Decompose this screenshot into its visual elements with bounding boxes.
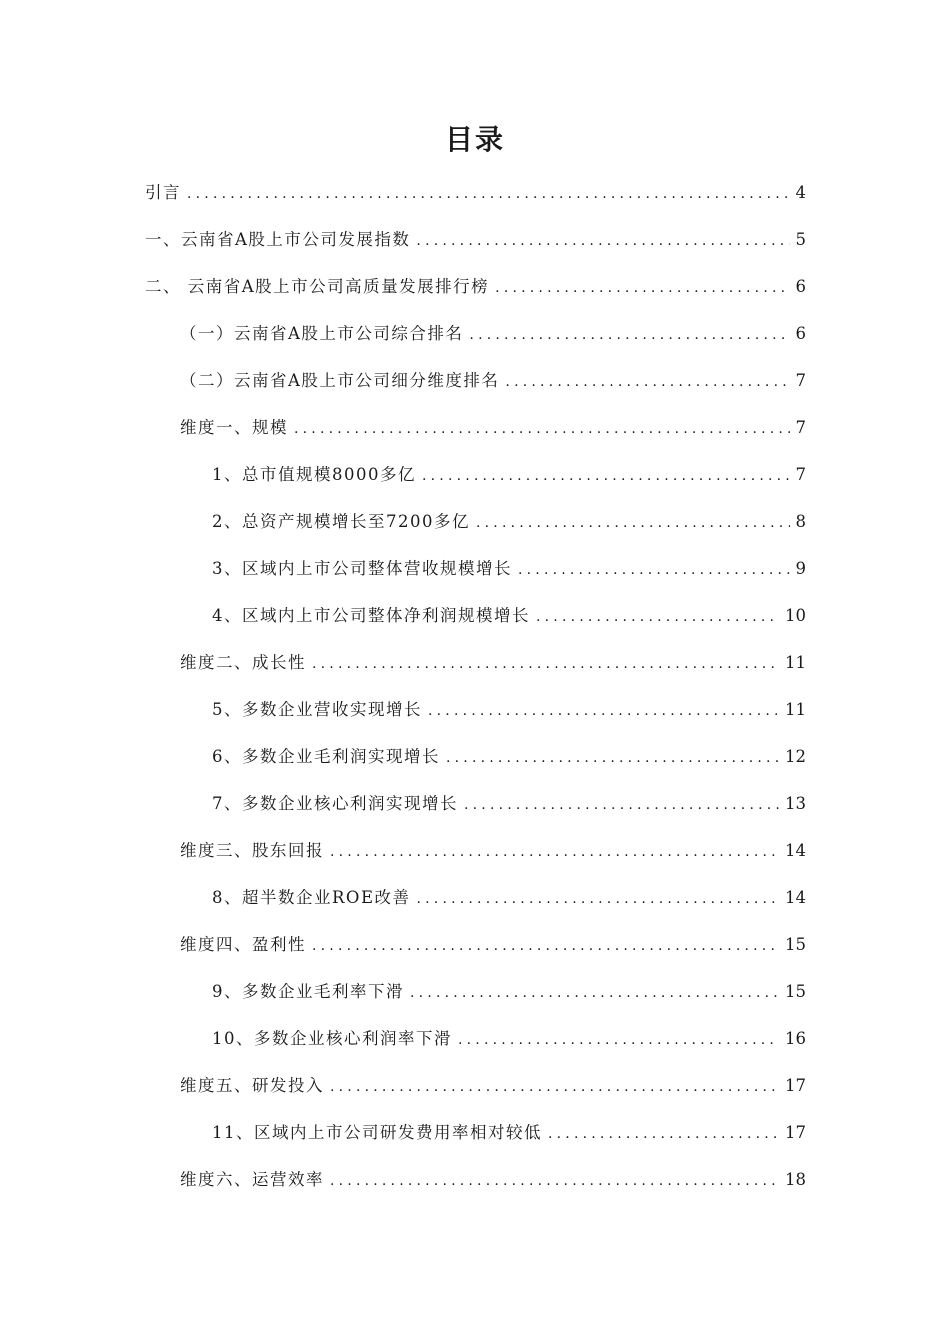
toc-entry-page: 13 <box>785 794 806 813</box>
toc-dot-leader <box>505 367 789 397</box>
toc-dot-leader <box>417 884 780 914</box>
toc-dot-leader <box>330 1072 779 1102</box>
toc-entry-page: 7 <box>795 371 806 390</box>
toc-entry-label: 维度二、成长性 <box>180 653 306 672</box>
toc-entry[interactable] <box>0 272 950 319</box>
toc-entry-page: 6 <box>795 324 806 343</box>
toc-entry-label: 一、云南省A股上市公司发展指数 <box>145 230 411 249</box>
toc-entry[interactable] <box>0 1165 950 1212</box>
toc-entry[interactable] <box>0 366 950 413</box>
toc-entry-label: 2、总资产规模增长至7200多亿 <box>212 512 470 531</box>
toc-entry-page: 14 <box>785 841 806 860</box>
toc-dot-leader <box>495 273 789 303</box>
toc-entry[interactable] <box>0 178 950 225</box>
toc-entry-page: 5 <box>795 230 806 249</box>
toc-entry-label: 维度六、运营效率 <box>180 1170 324 1189</box>
toc-dot-leader <box>416 226 789 256</box>
toc-entry[interactable] <box>0 460 950 507</box>
toc-entry-page: 9 <box>795 559 806 578</box>
toc-entry-page: 7 <box>795 465 806 484</box>
toc-entry-label: 3、区域内上市公司整体营收规模增长 <box>212 559 512 578</box>
toc-entry-label: 11、区域内上市公司研发费用率相对较低 <box>212 1123 542 1142</box>
toc-entry-page: 15 <box>785 935 806 954</box>
toc-entry-page: 6 <box>795 277 806 296</box>
toc-dot-leader <box>476 508 790 538</box>
toc-entry-label: （二）云南省A股上市公司细分维度排名 <box>180 371 500 390</box>
toc-dot-leader <box>422 461 790 491</box>
toc-entry[interactable] <box>0 601 950 648</box>
toc-entry-page: 17 <box>785 1123 806 1142</box>
toc-dot-leader <box>187 179 790 209</box>
toc-dot-leader <box>458 1025 779 1055</box>
toc-entry-label: 10、多数企业核心利润率下滑 <box>212 1029 452 1048</box>
toc-entry[interactable] <box>0 742 950 789</box>
toc-dot-leader <box>536 602 779 632</box>
toc-entry[interactable] <box>0 977 950 1024</box>
toc-dot-leader <box>312 931 779 961</box>
toc-entry-page: 17 <box>785 1076 806 1095</box>
toc-entry-label: 引言 <box>145 183 181 202</box>
toc-dot-leader <box>330 1166 779 1196</box>
toc-entry[interactable] <box>0 319 950 366</box>
toc-dot-leader <box>464 790 779 820</box>
toc-entry-page: 16 <box>785 1029 806 1048</box>
toc-entry-page: 10 <box>785 606 806 625</box>
toc-entry[interactable] <box>0 648 950 695</box>
toc-entry-label: 1、总市值规模8000多亿 <box>212 465 416 484</box>
toc-entry[interactable] <box>0 930 950 977</box>
toc-entry[interactable] <box>0 695 950 742</box>
toc-dot-leader <box>446 743 779 773</box>
toc-entry[interactable] <box>0 1071 950 1118</box>
toc-entry-label: （一）云南省A股上市公司综合排名 <box>180 324 464 343</box>
toc-entry[interactable] <box>0 225 950 272</box>
toc-entry[interactable] <box>0 789 950 836</box>
toc-entry[interactable] <box>0 554 950 601</box>
table-of-contents <box>0 178 950 1212</box>
toc-entry[interactable] <box>0 1118 950 1165</box>
toc-entry-label: 4、区域内上市公司整体净利润规模增长 <box>212 606 530 625</box>
toc-entry[interactable] <box>0 507 950 554</box>
toc-dot-leader <box>410 978 779 1008</box>
toc-entry[interactable] <box>0 836 950 883</box>
toc-entry-label: 二、 云南省A股上市公司高质量发展排行榜 <box>145 277 490 296</box>
toc-dot-leader <box>294 414 790 444</box>
toc-dot-leader <box>330 837 779 867</box>
toc-entry-label: 8、超半数企业ROE改善 <box>212 888 411 907</box>
toc-dot-leader <box>548 1119 779 1149</box>
toc-dot-leader <box>518 555 790 585</box>
toc-dot-leader <box>312 649 779 679</box>
toc-entry-page: 11 <box>785 700 806 719</box>
toc-entry-page: 14 <box>785 888 806 907</box>
toc-entry-label: 6、多数企业毛利润实现增长 <box>212 747 440 766</box>
toc-entry-label: 维度五、研发投入 <box>180 1076 324 1095</box>
toc-entry[interactable] <box>0 413 950 460</box>
toc-entry[interactable] <box>0 883 950 930</box>
toc-entry-page: 18 <box>785 1170 806 1189</box>
toc-entry[interactable] <box>0 1024 950 1071</box>
toc-entry-label: 维度一、规模 <box>180 418 288 437</box>
toc-entry-page: 8 <box>795 512 806 531</box>
toc-entry-page: 15 <box>785 982 806 1001</box>
toc-dot-leader <box>469 320 789 350</box>
toc-entry-page: 11 <box>785 653 806 672</box>
toc-entry-page: 12 <box>785 747 806 766</box>
toc-entry-label: 维度三、股东回报 <box>180 841 324 860</box>
toc-dot-leader <box>428 696 779 726</box>
toc-entry-page: 7 <box>795 418 806 437</box>
toc-entry-label: 5、多数企业营收实现增长 <box>212 700 422 719</box>
toc-entry-page: 4 <box>795 183 806 202</box>
toc-entry-label: 7、多数企业核心利润实现增长 <box>212 794 458 813</box>
toc-entry-label: 维度四、盈利性 <box>180 935 306 954</box>
toc-entry-label: 9、多数企业毛利率下滑 <box>212 982 404 1001</box>
toc-title: 目录 <box>444 123 505 156</box>
